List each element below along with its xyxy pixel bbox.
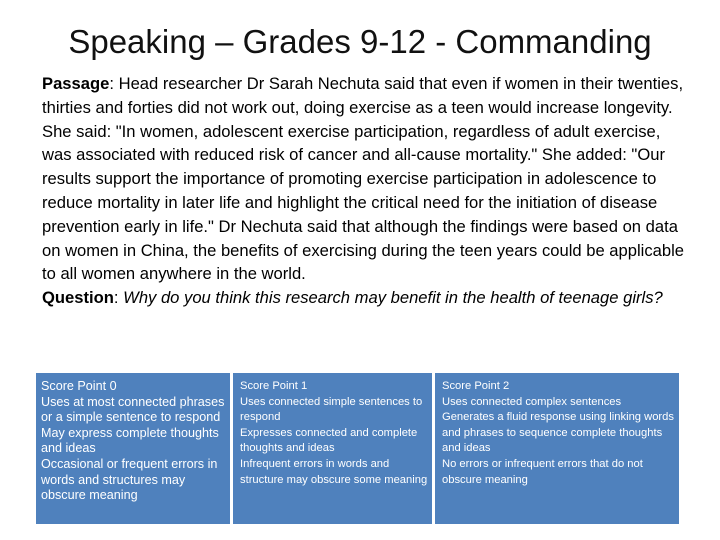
score-point-1-title: Score Point 1 xyxy=(240,380,308,392)
score-point-0-line-3: Occasional or frequent errors in words and structures may obscure meaning xyxy=(41,456,218,503)
score-point-2-line-3: No errors or infrequent errors that do not obscure meaning xyxy=(442,457,643,486)
score-point-2-box xyxy=(435,373,679,524)
question-colon: : xyxy=(113,288,124,308)
score-point-1-line-1: Uses connected simple sentences to respond xyxy=(240,395,423,424)
slide-title: Speaking – Grades 9-12 - Commanding xyxy=(68,23,652,60)
score-point-1-box xyxy=(233,373,432,524)
score-point-0-line-2: May express complete thoughts and ideas xyxy=(41,425,219,456)
passage-text: : Head researcher Dr Sarah Nechuta said that even if women in their twenties, thirties and forties did not work out, doing exercise as a teen would increase longevity. She said: "In women, adolescent exercise participation, regardless of adult exercise, was associated with reduced risk of cancer and all-cause mortality." She added: "Our results support the importance of promoting exercise participation in adolescence to reduce mortality in later life and highlight the critical need for the initiation of disease prevention early in life." Dr Nechuta said that although the findings were based on data on women in China, the benefits of exercising during the teen years could be applicable to all women anywhere in the world. xyxy=(42,74,685,284)
score-point-2-line-1: Uses connected complex sentences xyxy=(442,395,622,408)
score-point-0-line-1: Uses at most connected phrases or a simple sentence to respond xyxy=(41,394,225,425)
passage-block xyxy=(42,72,687,310)
score-point-0-box xyxy=(36,373,230,524)
score-points-table xyxy=(36,373,679,524)
score-point-2-title: Score Point 2 xyxy=(442,380,510,392)
score-point-1-line-3: Infrequent errors in words and structure may obscure some meaning xyxy=(240,457,428,486)
question-text: Why do you think this research may benefit in the health of teenage girls? xyxy=(123,288,663,308)
score-point-1-line-2: Expresses connected and complete thoughts and ideas xyxy=(240,426,418,455)
question-label: Question xyxy=(42,288,114,308)
passage-label: Passage xyxy=(42,74,110,93)
score-point-2-line-2: Generates a fluid response using linking words and phrases to sequence complete thoughts and ideas xyxy=(442,411,674,455)
score-point-0-title: Score Point 0 xyxy=(41,379,117,393)
